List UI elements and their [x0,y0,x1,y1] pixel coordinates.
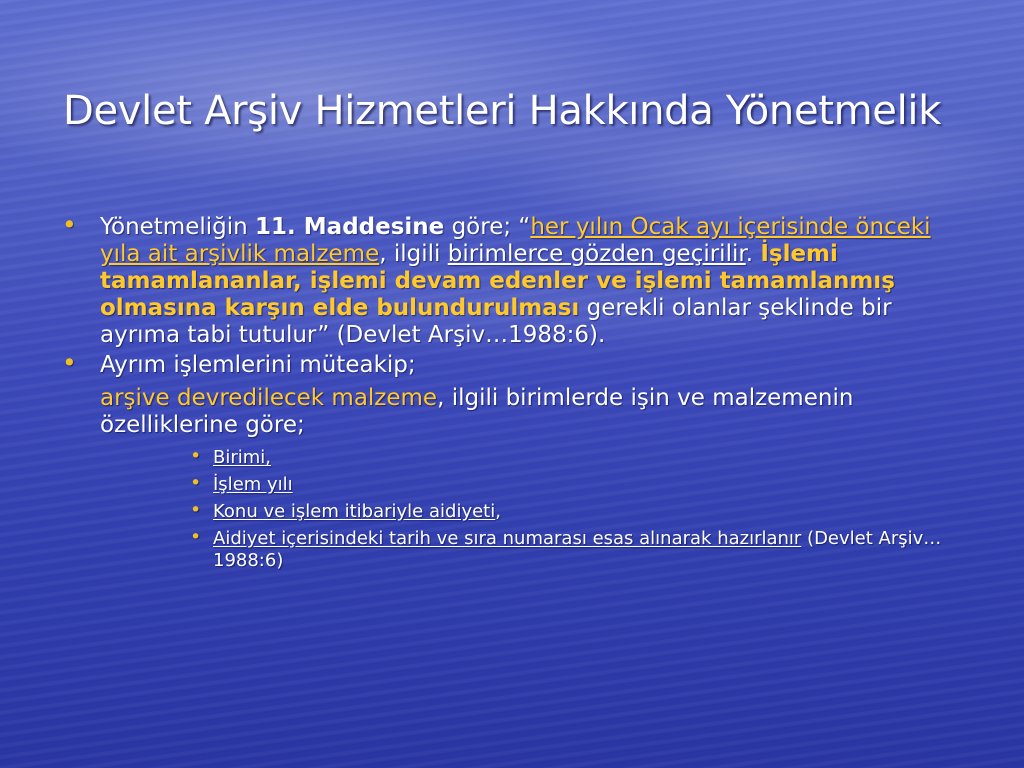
sub-list-item [190,474,942,496]
text-span: , ilgili [379,241,448,267]
link-process-year[interactable]: İşlem yılı [213,474,293,495]
sub-list-item [190,528,942,572]
bullet-item-2 [62,348,942,379]
link-unit[interactable]: Birimi, [213,447,272,468]
highlighted-phrase: İşlemi tamamlananlar, işlemi devam edenler ve işlemi tamamlanmış olmasına karşın elde bulundurulması [100,241,895,321]
sub-list-item [190,501,942,523]
text-span: göre; “ [444,214,531,240]
bullet-dot-icon: • [190,499,202,521]
bullet-dot-icon: • [190,526,202,548]
article-reference: 11. Maddesine [255,214,445,240]
text-span: Ayrım işlemlerini müteakip; [100,352,416,378]
slide-body [62,210,942,577]
text-span: Yönetmeliğin [100,214,256,240]
bullet-dot-icon: • [190,445,202,467]
indented-paragraph [62,385,942,439]
sub-list-item [190,447,942,469]
link-unit-review[interactable]: birimlerce gözden geçirilir [447,241,746,267]
sub-list [62,447,942,572]
bullet-dot-icon: • [62,210,77,239]
text-span: . [745,241,761,267]
text-span: , ilgili birimlerde işin ve malzemenin özelliklerine göre; [100,385,854,438]
citation-text: (Devlet Arşiv…1988:6) [213,528,942,571]
bullet-dot-icon: • [190,472,202,494]
text-span: , [495,501,501,522]
link-subject-ownership[interactable]: Konu ve işlem itibariyle aidiyeti [213,501,496,522]
link-annual-review[interactable]: her yılın Ocak ayı içerisinde önceki yıla ait arşivlik malzeme [100,214,931,267]
link-ownership-date[interactable]: Aidiyet içerisindeki tarih ve sıra numarası esas alınarak hazırlanır [213,528,802,549]
bullet-dot-icon: • [62,348,77,377]
bullet-item-1 [62,210,942,349]
highlighted-phrase: arşive devredilecek malzeme [100,385,438,411]
text-span: gerekli olanlar şeklinde bir ayrıma tabi tutulur” (Devlet Arşiv…1988:6). [100,295,892,348]
slide-title: Devlet Arşiv Hizmetleri Hakkında Yönetmelik [63,88,942,134]
